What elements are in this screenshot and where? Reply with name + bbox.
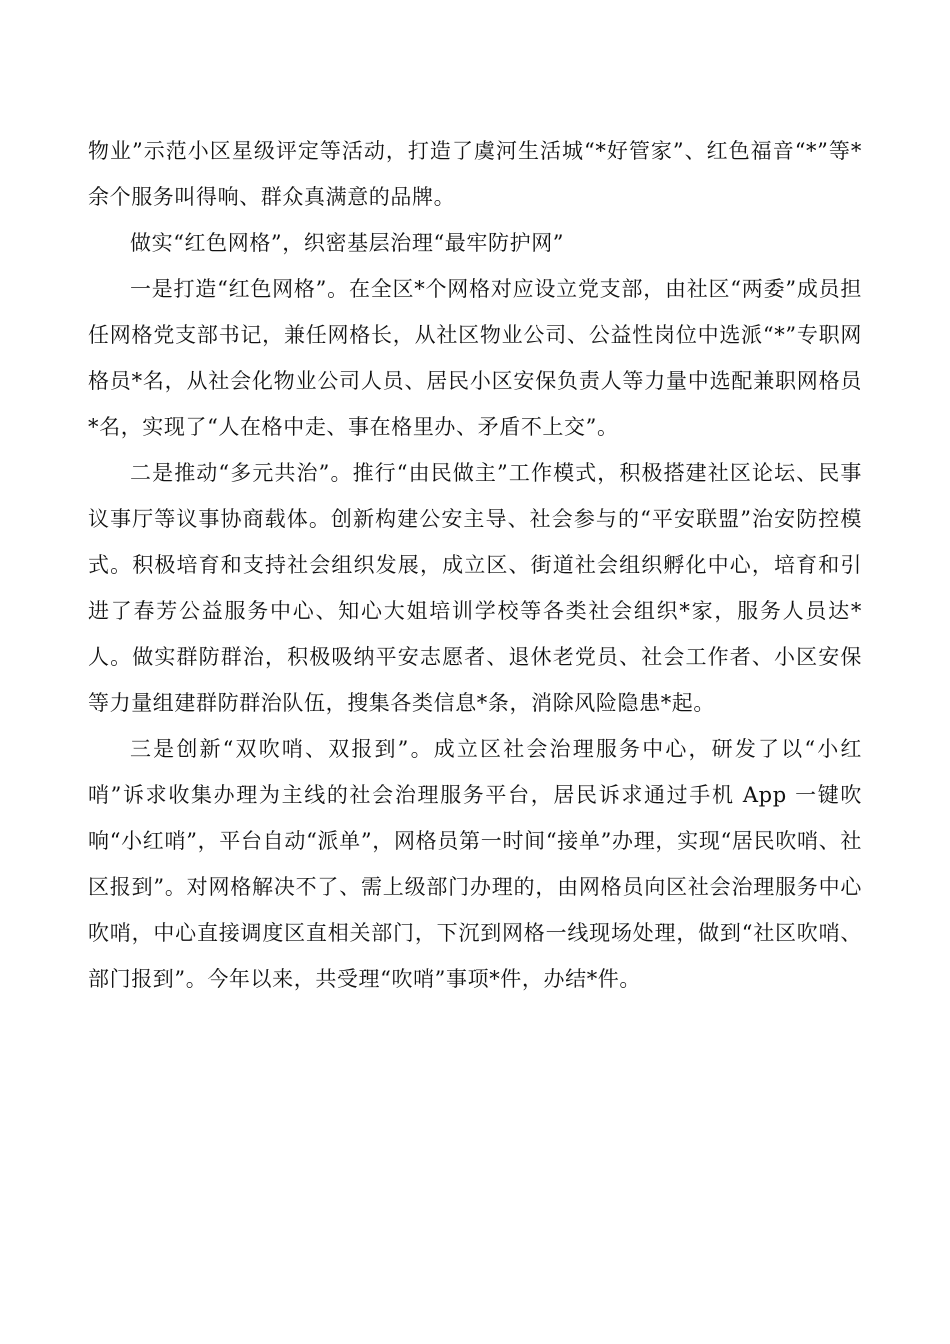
paragraph-continuation: 物业”示范小区星级评定等活动，打造了虞河生活城“*好管家”、红色福音“*”等*余个服务叫得响、群众真满意的品牌。 [88,139,862,209]
document-body [88,128,862,1002]
paragraph-red-grid: 一是打造“红色网格”。在全区*个网格对应设立党支部，由社区“两委”成员担任网格党支部书记，兼任网格长，从社区物业公司、公益性岗位中选派“*”专职网格员*名，从社会化物业公司人员、居民小区安保负责人等力量中选配兼职网格员*名，实现了“人在格中走、事在格里办、矛盾不上交”。 [88,277,862,439]
section-heading: 做实“红色网格”，织密基层治理“最牢防护网” [130,231,565,255]
paragraph-double-whistle: 三是创新“双吹哨、双报到”。成立区社会治理服务中心，研发了以“小红哨”诉求收集办理为主线的社会治理服务平台，居民诉求通过手机 App 一键吹响“小红哨”，平台自动“派单”，网格员第一时间“接单”办理，实现“居民吹哨、社区报到”。对网格解决不了、需上级部门办理的，由网格员向区社会治理服务中心吹哨，中心直接调度区直相关部门，下沉到网格一线现场处理，做到“社区吹哨、部门报到”。今年以来，共受理“吹哨”事项*件，办结*件。 [88,737,862,991]
paragraph-multi-governance: 二是推动“多元共治”。推行“由民做主”工作模式，积极搭建社区论坛、民事议事厅等议事协商载体。创新构建公安主导、社会参与的“平安联盟”治安防控模式。积极培育和支持社会组织发展，成立区、街道社会组织孵化中心，培育和引进了春芳公益服务中心、知心大姐培训学校等各类社会组织*家，服务人员达*人。做实群防群治，积极吸纳平安志愿者、退休老党员、社会工作者、小区安保等力量组建群防群治队伍，搜集各类信息*条，消除风险隐患*起。 [88,461,862,715]
